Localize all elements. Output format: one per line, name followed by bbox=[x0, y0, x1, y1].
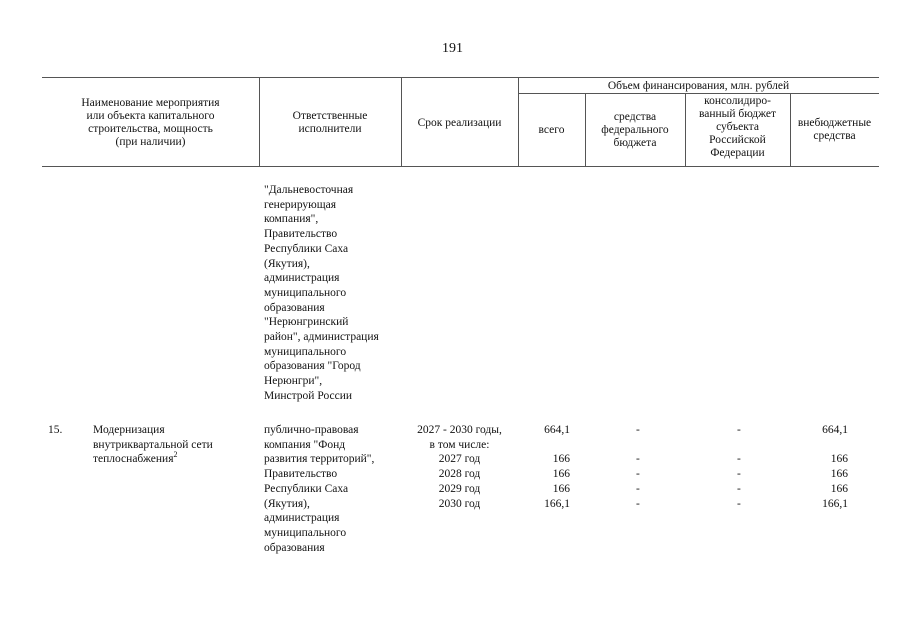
header-extrabudget: внебюджетные средства bbox=[797, 117, 872, 142]
extrabudget-cell: 664,1 166 166 166 166,1 bbox=[822, 424, 848, 510]
header-period: Срок реализации bbox=[417, 117, 502, 129]
header-total: всего bbox=[538, 124, 565, 136]
continuation-executors: "Дальневосточная генерирующая компания", Правительство Республики Саха (Якутия), администрация муниципального образования "Нерюнгринский район", администрация муниципального образования "Город Нерюнгри", Минстрой России bbox=[264, 184, 379, 402]
header-funding-group: Объем финансирования, млн. рублей bbox=[607, 80, 790, 92]
page-number: 191 bbox=[442, 41, 463, 56]
federal-cell: - - - - - bbox=[636, 424, 640, 510]
header-federal: средства федерального бюджета bbox=[601, 111, 669, 149]
footnote-mark: 2 bbox=[173, 450, 178, 460]
group-header-rule bbox=[518, 93, 879, 94]
header-executors: Ответственные исполнители bbox=[292, 110, 368, 135]
row-executors: публично-правовая компания "Фонд развития территорий", Правительство Республики Саха (Якутия), администрация муниципального образования bbox=[264, 424, 375, 554]
regional-cell: - - - - - bbox=[737, 424, 741, 510]
table-top-rule bbox=[42, 77, 879, 78]
header-bottom-rule bbox=[42, 166, 879, 167]
row-name: Модернизация внутриквартальной сети теплоснабжения$^2$ bbox=[93, 424, 213, 466]
total-cell: 664,1 166 166 166 166,1 bbox=[544, 424, 570, 510]
header-regional: консолидиро- ванный бюджет субъекта Российской Федерации bbox=[698, 95, 777, 159]
header-name: Наименование мероприятия или объекта капитального строительства, мощность (при наличии) bbox=[81, 97, 220, 148]
row-number: 15. bbox=[48, 424, 63, 436]
period-cell: 2027 - 2030 годы, в том числе: 2027 год 2028 год 2029 год 2030 год bbox=[417, 424, 502, 510]
